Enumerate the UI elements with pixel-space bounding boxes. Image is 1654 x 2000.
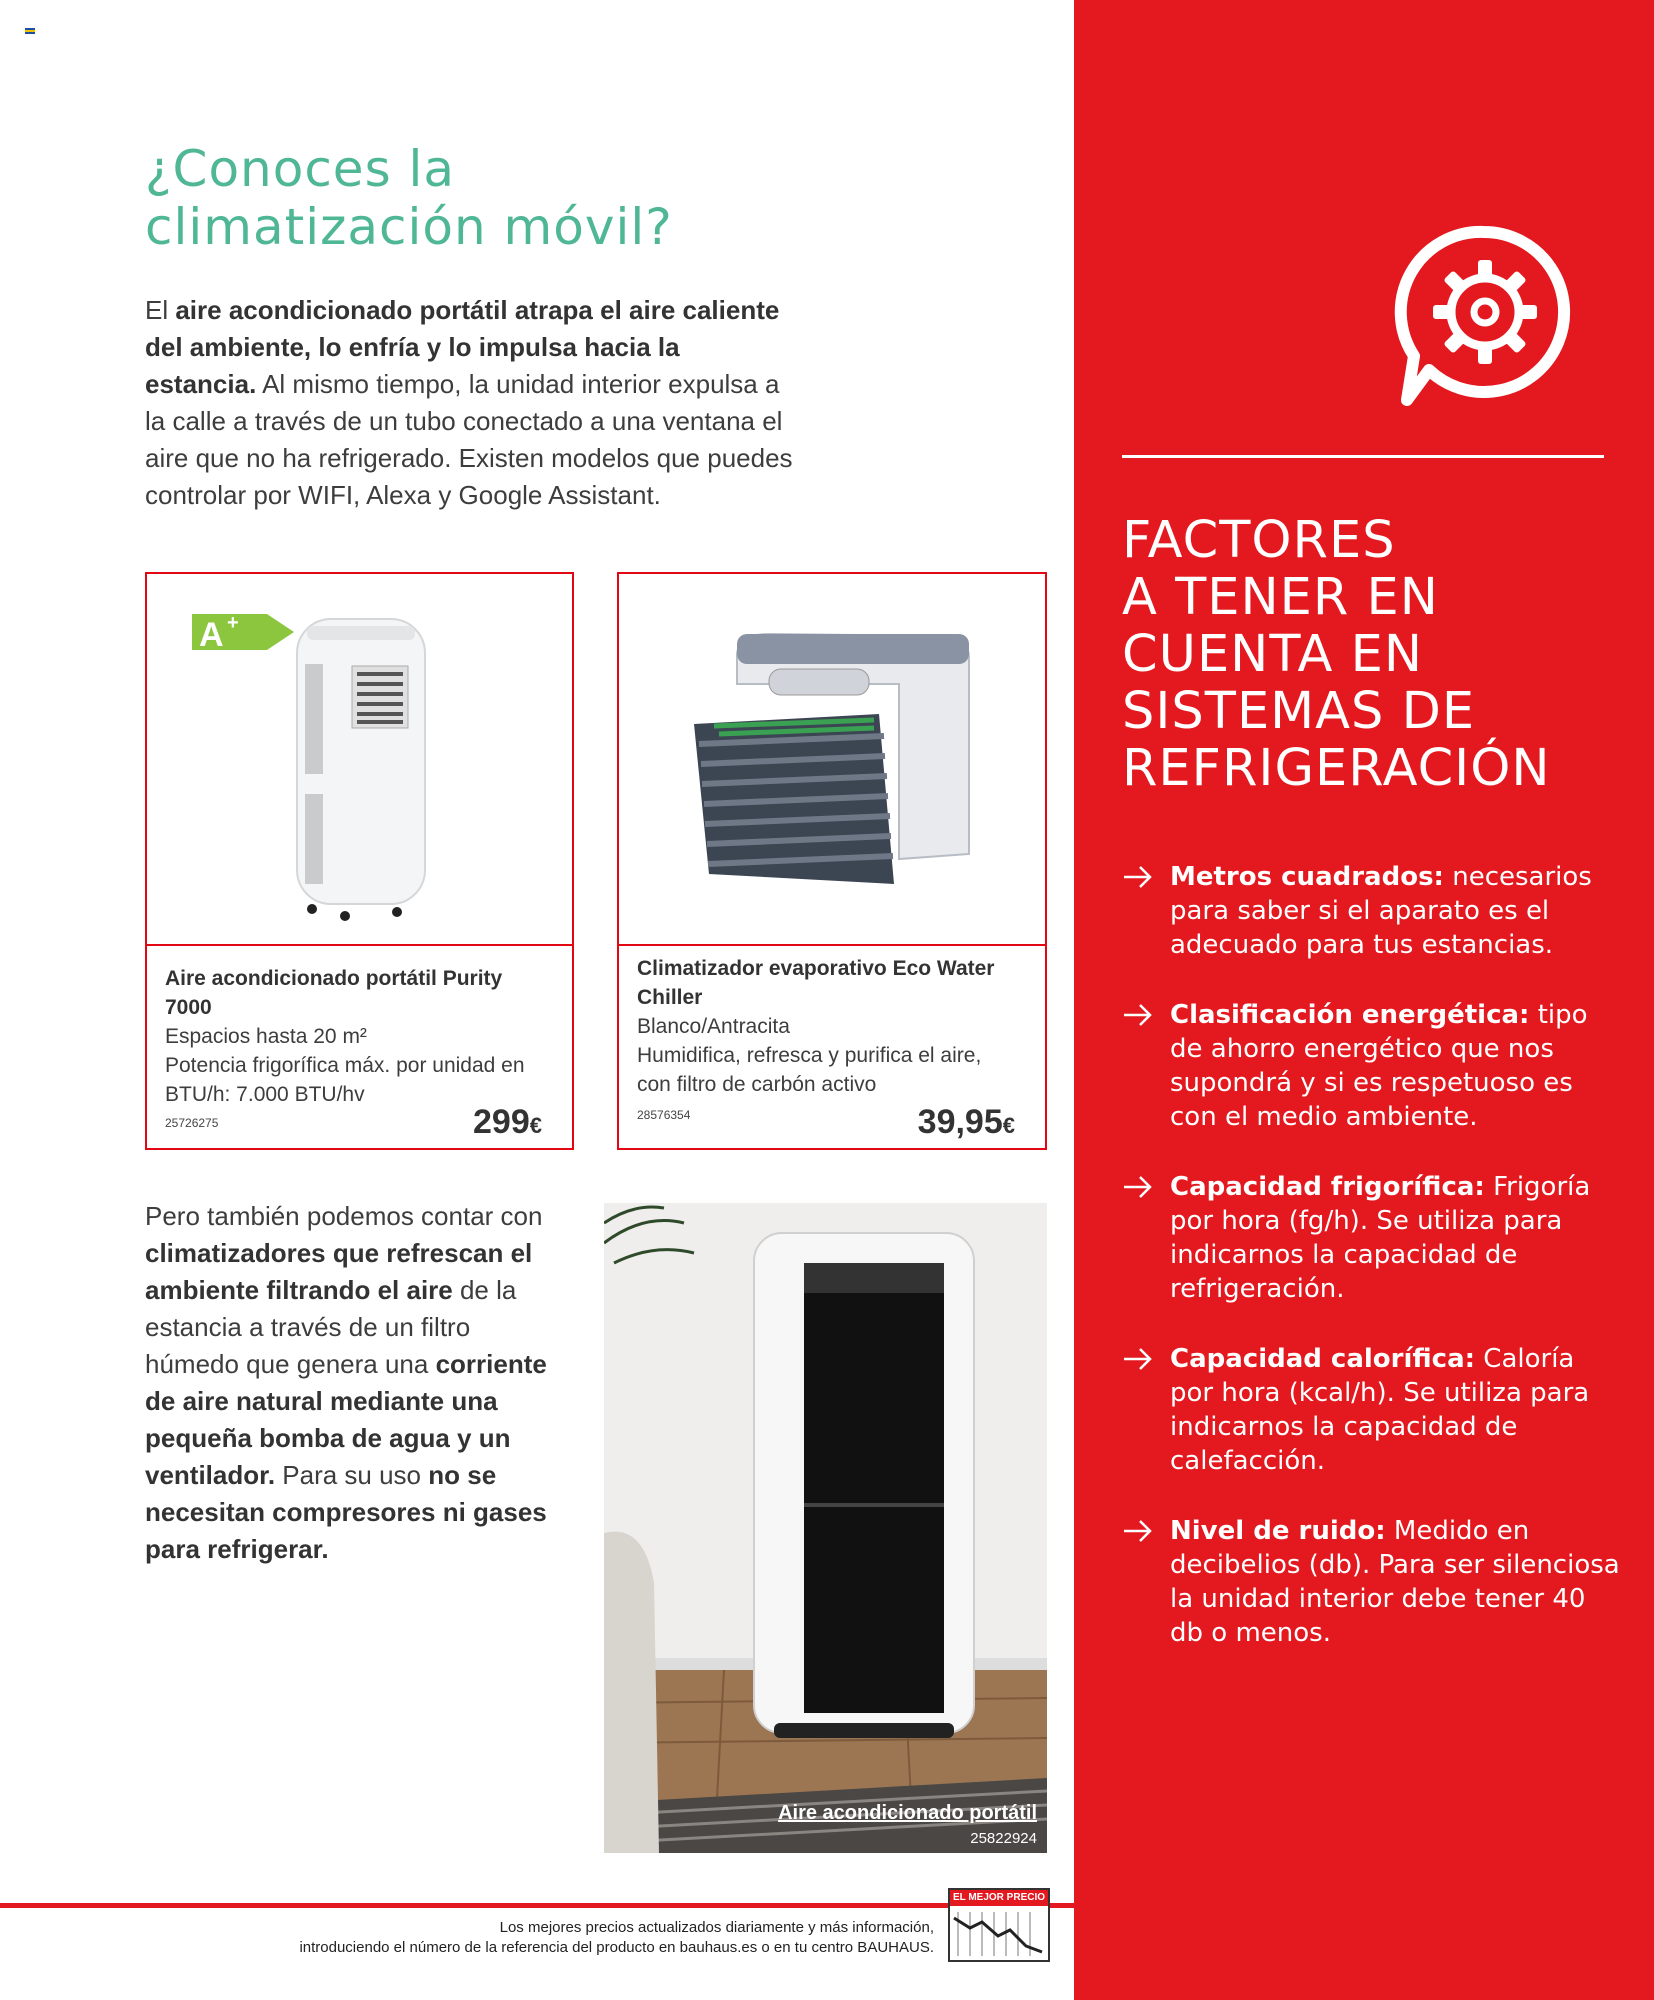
product-detail-2: Humidifica, refresca y purifica el aire, con filtro de carbón activo — [637, 1044, 982, 1096]
para2-bold-1: climatizadores que refrescan el ambiente filtrando el aire — [145, 1238, 533, 1305]
arrow-right-icon — [1122, 1345, 1154, 1373]
factor-desc: necesarios para saber si el aparato es el adecuado para tus estancias. — [1170, 862, 1592, 960]
sidebar-title-line: A TENER EN — [1122, 568, 1439, 627]
para2-text-1: Pero también podemos contar con — [145, 1201, 543, 1231]
arrow-right-icon — [1122, 1001, 1154, 1029]
factors-sidebar — [1074, 0, 1654, 2000]
product-reference: 25726275 — [165, 1116, 219, 1130]
para2-bold-2: corriente de aire natural mediante una pequeña bomba de agua y un ventilador. — [145, 1349, 547, 1490]
page-marker — [25, 28, 35, 34]
factor-heating-capacity — [1122, 1342, 1622, 1478]
title-line-1: ¿Conoces la — [145, 140, 456, 198]
sidebar-title-line: SISTEMAS DE — [1122, 682, 1476, 741]
arrow-right-icon — [1122, 1517, 1154, 1545]
page-title — [145, 140, 765, 256]
photo-reference: 25822924 — [970, 1830, 1037, 1847]
product-info — [165, 964, 542, 1109]
sidebar-title-line: REFRIGERACIÓN — [1122, 739, 1551, 798]
product-name: Climatizador evaporativo Eco Water Chiller — [637, 957, 995, 1009]
sidebar-divider — [1122, 455, 1604, 458]
price-currency: € — [1002, 1113, 1015, 1138]
factor-desc: Frigoría por hora (fg/h). Se utiliza para indicarnos la capacidad de refrigeración. — [1170, 1172, 1591, 1304]
product-reference: 28576354 — [637, 1108, 691, 1122]
para2-text-2: de la estancia a través de un filtro húmedo que genera una — [145, 1275, 517, 1379]
sidebar-title-line: CUENTA EN — [1122, 625, 1423, 684]
factor-term: Nivel de ruido: — [1170, 1516, 1386, 1546]
para2-bold-3: no se necesitan compresores ni gases para refrigerar. — [145, 1460, 547, 1564]
title-line-2: climatización móvil? — [145, 198, 673, 256]
factor-term: Capacidad frigorífica: — [1170, 1172, 1485, 1202]
footer-line-1: Los mejores precios actualizados diariamente y más información, — [499, 1919, 934, 1936]
gear-speech-bubble-icon — [1389, 218, 1579, 408]
factor-term: Capacidad calorífica: — [1170, 1344, 1476, 1374]
product-info — [637, 954, 1015, 1099]
price-value: 39,95 — [917, 1103, 1003, 1141]
intro-rest: Al mismo tiempo, la unidad interior expulsa a la calle a través de un tubo conectado a una ventana el aire que no ha refrigerado. Existen modelos que puedes controlar por WIFI, Alexa y Google Assistant. — [145, 369, 793, 510]
lifestyle-photo-portable-ac — [604, 1203, 1047, 1853]
product-detail-2: Potencia frigorífica máx. por unidad en BTU/h: 7.000 BTU/hv — [165, 1054, 525, 1106]
intro-lead: El — [145, 295, 176, 325]
intro-bold: aire acondicionado portátil atrapa el aire caliente del ambiente, lo enfría y lo impulsa hacia la estancia. — [145, 295, 780, 399]
factor-desc: tipo de ahorro energético que nos supondrá y si es respetuoso es con el medio ambiente. — [1170, 1000, 1588, 1132]
factor-term: Clasificación energética: — [1170, 1000, 1530, 1030]
factor-desc: Medido en decibelios (db). Para ser silenciosa la unidad interior debe tener 40 db o menos. — [1170, 1516, 1620, 1648]
product-price — [918, 1103, 1015, 1142]
factor-energy-class — [1122, 998, 1622, 1134]
factor-noise-level — [1122, 1514, 1622, 1650]
arrow-right-icon — [1122, 863, 1154, 891]
product-price — [473, 1103, 542, 1142]
best-price-badge — [948, 1888, 1050, 1962]
factor-desc: Caloría por hora (kcal/h). Se utiliza para indicarnos la capacidad de calefacción. — [1170, 1344, 1590, 1476]
product-detail-1: Blanco/Antracita — [637, 1015, 790, 1038]
para2-text-3: Para su uso — [275, 1460, 429, 1490]
price-value: 299 — [473, 1103, 530, 1141]
intro-paragraph — [145, 292, 795, 514]
product-card-eco-water-chiller[interactable] — [617, 572, 1047, 1150]
arrow-right-icon — [1122, 1173, 1154, 1201]
energy-label-sup: + — [227, 612, 239, 634]
factors-list — [1122, 860, 1622, 1686]
price-drop-chart-icon — [950, 1906, 1048, 1960]
footer-line-2: introduciendo el número de la referencia del producto en bauhaus.es o en tu centro BAUHAUS. — [299, 1939, 934, 1956]
product-image-portable-ac — [147, 574, 572, 946]
footer-rule — [0, 1903, 1074, 1908]
product-image-evaporative-cooler — [619, 574, 1045, 946]
badge-title: EL MEJOR PRECIO — [950, 1890, 1048, 1906]
product-detail-1: Espacios hasta 20 m² — [165, 1025, 367, 1048]
evaporative-paragraph — [145, 1198, 565, 1568]
product-card-purity-7000[interactable] — [145, 572, 574, 1150]
factor-cooling-capacity — [1122, 1170, 1622, 1306]
factor-term: Metros cuadrados: — [1170, 862, 1444, 892]
factor-square-meters — [1122, 860, 1622, 962]
photo-caption: Aire acondicionado portátil — [778, 1802, 1037, 1824]
price-currency: € — [529, 1113, 542, 1138]
footer-note — [100, 1918, 934, 1958]
energy-label-letter: A — [199, 616, 224, 654]
product-name: Aire acondicionado portátil Purity 7000 — [165, 967, 503, 1019]
sidebar-title-line: FACTORES — [1122, 511, 1396, 570]
sidebar-title — [1122, 512, 1642, 797]
